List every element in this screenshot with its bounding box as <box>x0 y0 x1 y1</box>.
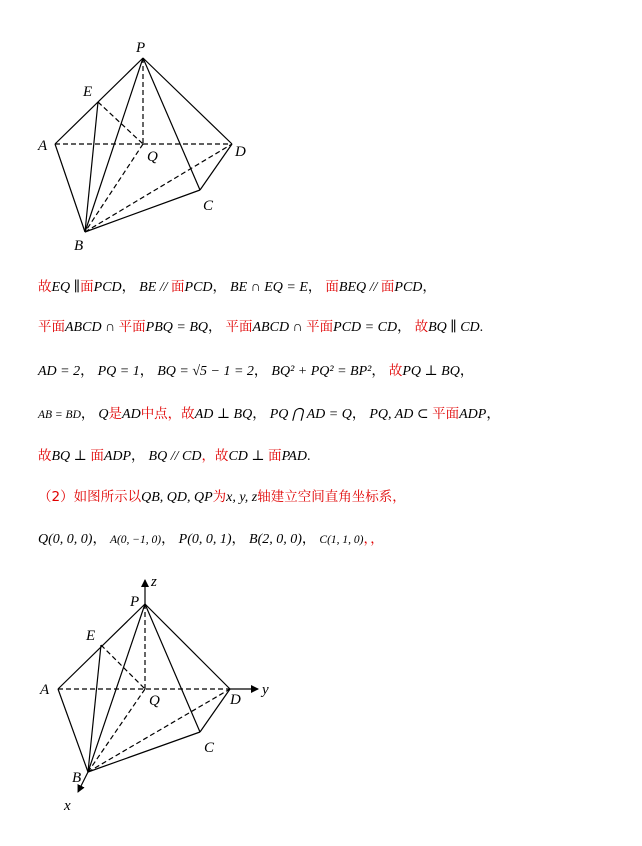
label-E: E <box>83 84 93 100</box>
label-y: y <box>262 682 269 698</box>
label-D: D <box>230 692 241 708</box>
label-z: z <box>151 574 157 590</box>
proof-line-3: AD = 2， PQ = 1， BQ = √5 − 1 = 2， BQ² + PQ² = BP²， 故PQ ⊥ BQ， <box>38 363 474 379</box>
proof-line-2: 平面ABCD ∩ 平面PBQ = BQ， 平面ABCD ∩ 平面PCD = CD， 故BQ ∥ CD. <box>38 319 484 335</box>
pyramid-figure-1 <box>0 0 642 260</box>
label-D: D <box>235 144 246 160</box>
coordinates-line: Q(0, 0, 0)， A(0, −1, 0)， P(0, 0, 1)， B(2, 0, 0)， C(1, 1, 0)，， <box>38 531 384 547</box>
label-P: P <box>136 40 146 56</box>
label-A: A <box>40 682 50 698</box>
label-E: E <box>86 628 96 644</box>
label-A: A <box>38 138 48 154</box>
label-C: C <box>203 198 214 214</box>
label-C: C <box>204 740 215 756</box>
label-B: B <box>72 770 82 786</box>
pyramid-figure-2 <box>0 570 642 830</box>
label-B: B <box>74 238 84 254</box>
label-Q: Q <box>149 693 160 709</box>
part-2-intro: （2）如图所示以QB, QD, QP为x, y, z轴建立空间直角坐标系， <box>38 489 406 505</box>
proof-line-5: 故BQ ⊥ 面ADP， BQ // CD，故CD ⊥ 面PAD. <box>38 448 311 464</box>
label-x: x <box>64 798 71 814</box>
label-Q: Q <box>147 149 158 165</box>
label-P: P <box>130 594 140 610</box>
proof-line-4: AB = BD， Q是AD中点，故AD ⊥ BQ， PQ ⋂ AD = Q， PQ, AD ⊂ 平面ADP， <box>38 406 501 422</box>
proof-line-1: 故EQ ∥面PCD， BE // 面PCD， BE ∩ EQ = E， 面BEQ // 面PCD， <box>38 279 437 295</box>
